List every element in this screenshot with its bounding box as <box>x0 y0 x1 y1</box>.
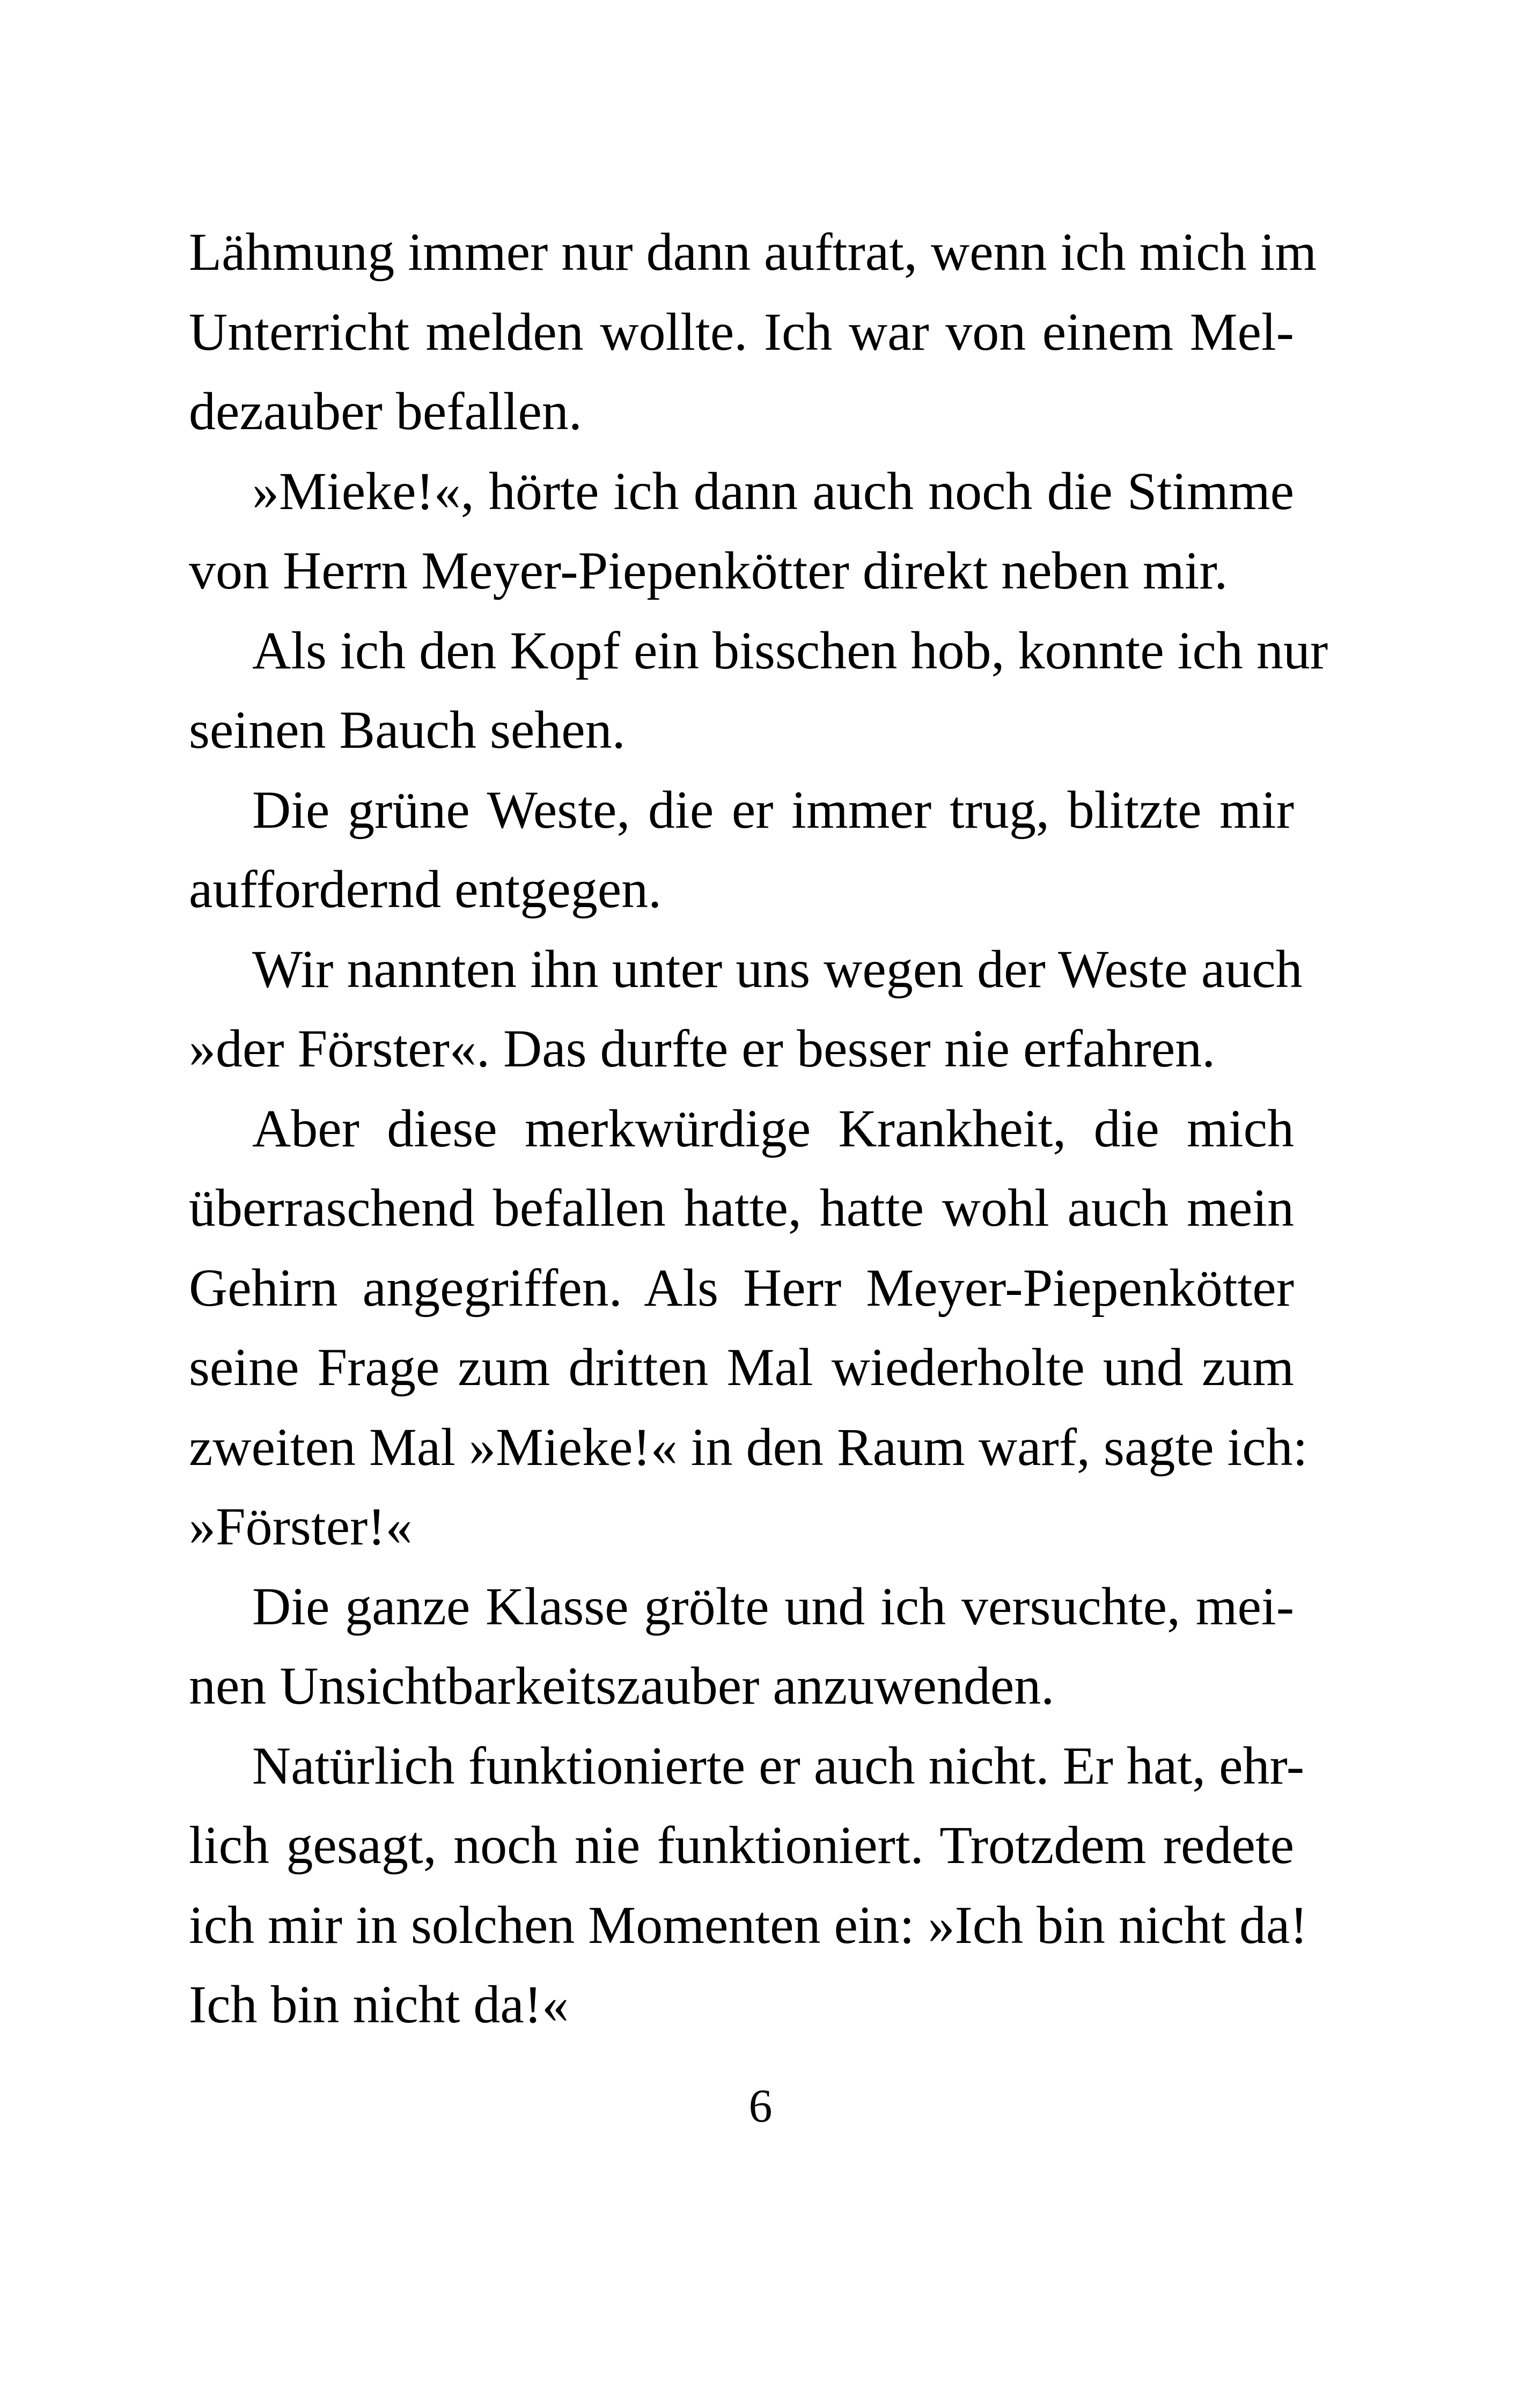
text-line: seinen Bauch sehen. <box>189 700 626 760</box>
text-line: Unterricht melden wollte. Ich war von einem Mel- <box>189 301 1294 362</box>
text-line: Lähmung immer nur dann auftrat, wenn ich mich im <box>189 222 1317 282</box>
text-line: Die grüne Weste, die er immer trug, blitzte mir <box>252 779 1294 840</box>
text-line: ich mir in solchen Momenten ein: »Ich bin nicht da! <box>189 1895 1308 1955</box>
text-line: lich gesagt, noch nie funktioniert. Trotzdem redete <box>189 1815 1294 1875</box>
text-line: Aber diese merkwürdige Krankheit, die mich <box>252 1098 1294 1158</box>
text-line: auffordernd entgegen. <box>189 859 662 919</box>
text-line: Die ganze Klasse grölte und ich versuchte, mei- <box>252 1576 1294 1636</box>
text-line: zweiten Mal »Mieke!« in den Raum warf, sagte ich: <box>189 1417 1308 1477</box>
text-line: von Herrn Meyer-Piepenkötter direkt neben mir. <box>189 541 1228 600</box>
text-line: Ich bin nicht da!« <box>189 1975 569 2034</box>
text-line: »Mieke!«, hörte ich dann auch noch die Stimme <box>252 461 1294 521</box>
body-text <box>189 212 1328 2045</box>
text-line: dezauber befallen. <box>189 381 582 441</box>
page-number: 6 <box>748 2080 773 2132</box>
text-line: überraschend befallen hatte, hatte wohl auch mein <box>189 1178 1294 1238</box>
text-line: »der Förster«. Das durfte er besser nie erfahren. <box>189 1019 1216 1078</box>
text-line: »Förster!« <box>189 1497 413 1556</box>
text-line: Wir nannten ihn unter uns wegen der Weste auch <box>252 939 1303 999</box>
text-line: nen Unsichtbarkeitszauber anzuwenden. <box>189 1656 1055 1715</box>
text-line: Als ich den Kopf ein bisschen hob, konnte ich nur <box>252 620 1328 680</box>
text-line: seine Frage zum dritten Mal wiederholte und zum <box>189 1337 1294 1397</box>
text-line: Gehirn angegriffen. Als Herr Meyer-Piepenkötter <box>189 1257 1294 1317</box>
text-line: Natürlich funktionierte er auch nicht. Er hat, ehr- <box>252 1735 1305 1795</box>
